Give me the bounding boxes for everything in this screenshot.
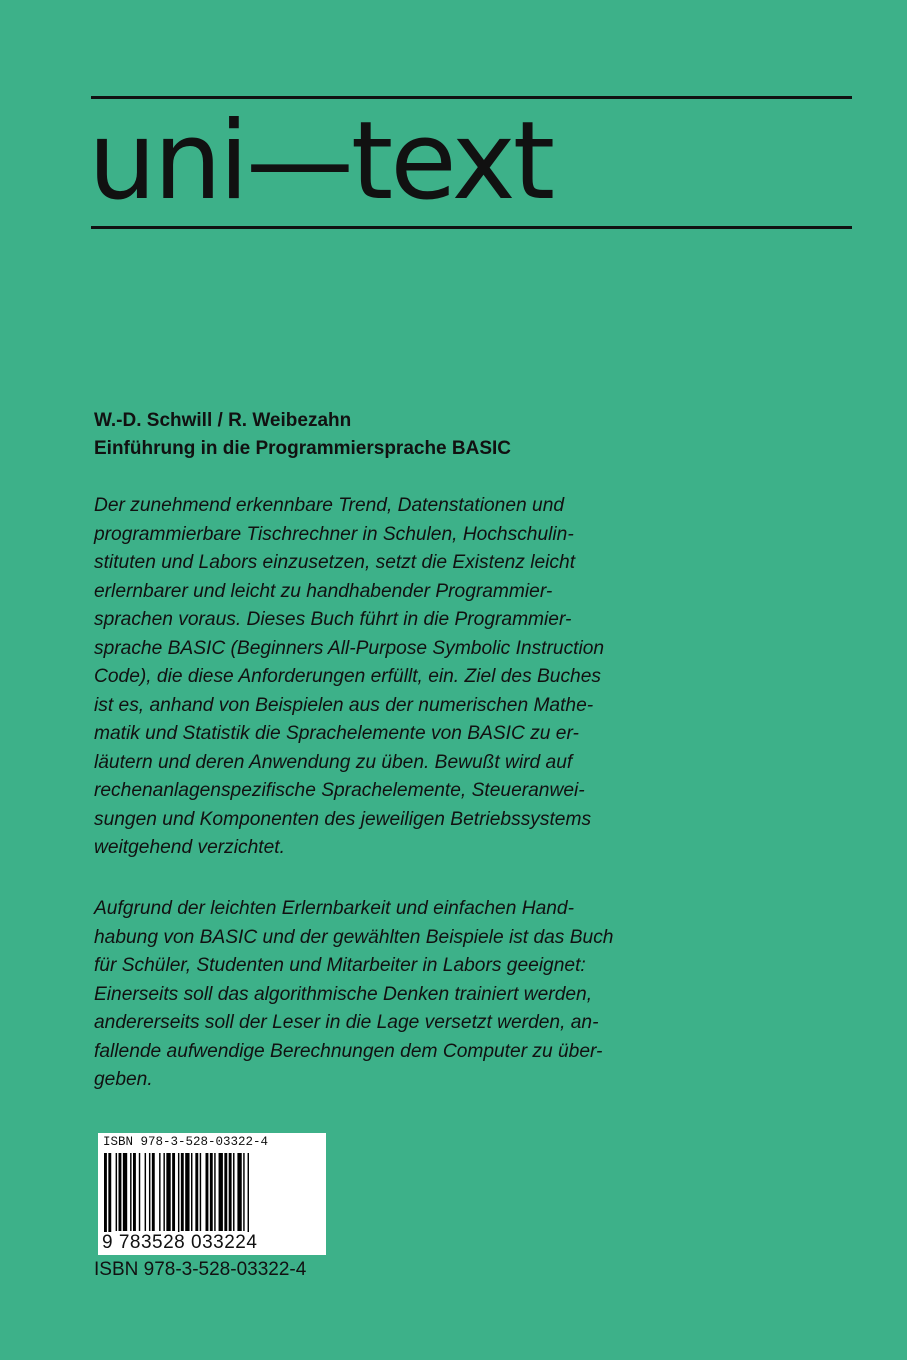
barcode-bars xyxy=(104,1153,320,1237)
barcode-bar xyxy=(214,1153,215,1231)
isbn-text: ISBN 978-3-528-03322-4 xyxy=(94,1259,307,1280)
barcode-bar xyxy=(116,1153,117,1231)
barcode-bar xyxy=(248,1153,249,1237)
barcode-bar xyxy=(178,1153,179,1237)
barcode-bar xyxy=(163,1153,164,1231)
barcode-bar xyxy=(108,1153,111,1237)
barcode-bar xyxy=(166,1153,170,1231)
barcode-bar xyxy=(237,1153,241,1231)
book-authors: W.-D. Schwill / R. Weibezahn xyxy=(94,410,352,431)
barcode-bar xyxy=(145,1153,146,1231)
barcode-bar xyxy=(149,1153,150,1231)
barcode-bar xyxy=(243,1153,244,1231)
barcode-isbn-label: ISBN 978-3-528-03322-4 xyxy=(103,1135,269,1149)
barcode-box xyxy=(98,1133,326,1255)
barcode-bar xyxy=(200,1153,201,1231)
series-title: uni—text xyxy=(88,99,553,224)
barcode-bar xyxy=(152,1153,155,1231)
barcode-bar xyxy=(233,1153,234,1231)
barcode-bar xyxy=(206,1153,209,1231)
description-paragraph-2: Aufgrund der leichten Erlernbarkeit und einfachen Hand- habung von BASIC und der gewählten Beispiele ist das Buch für Schüler, Studenten und Mitarbeiter in Labors geeignet: Einerseits soll das algorithmische Denken trainiert werden, andererseits soll der Leser in die Lage versetzt werden, an- fallende aufwendige Berechnungen dem Computer zu über- geben. xyxy=(94,898,614,1090)
description-paragraph-1: Der zunehmend erkennbare Trend, Datenstationen und programmierbare Tischrechner in Schulen, Hochschulin- stituten und Labors einzusetzen, setzt die Existenz leicht erlernbarer und leicht zu handhabender Programmier- sprachen voraus. Dieses Buch führt in die Programmier- sprache BASIC (Beginners All-Purpose Symbolic Instruction Code), die diese Anforderungen erfüllt, ein. Ziel des Buches ist es, anhand von Beispielen aus der numerischen Mathe- matik und Statistik die Sprachelemente von BASIC zu er- läutern und deren Anwendung zu üben. Bewußt wird auf rechenanlagenspezifische Sprachelemente, Steueranwei- sungen und Komponenten des jeweiligen Betriebssystems weitgehend verzichtet. xyxy=(94,495,605,858)
barcode-digits: 9 783528 033224 xyxy=(102,1232,258,1253)
barcode-bar xyxy=(139,1153,140,1231)
barcode-bar xyxy=(185,1153,189,1231)
barcode-bar xyxy=(195,1153,198,1231)
barcode-bar xyxy=(119,1153,122,1231)
barcode-bar xyxy=(130,1153,131,1231)
barcode-bar xyxy=(181,1153,184,1231)
barcode-bar xyxy=(133,1153,136,1231)
book-title: Einführung in die Programmiersprache BASIC xyxy=(94,438,512,459)
barcode-bar xyxy=(191,1153,192,1231)
barcode-bar xyxy=(104,1153,107,1237)
bottom-rule xyxy=(91,226,852,229)
barcode-bar xyxy=(229,1153,232,1231)
barcode-bar xyxy=(172,1153,175,1231)
barcode-bar xyxy=(159,1153,160,1231)
barcode-bar xyxy=(210,1153,213,1231)
barcode-bar xyxy=(123,1153,127,1231)
barcode-bar xyxy=(219,1153,223,1231)
barcode-bar xyxy=(224,1153,227,1231)
